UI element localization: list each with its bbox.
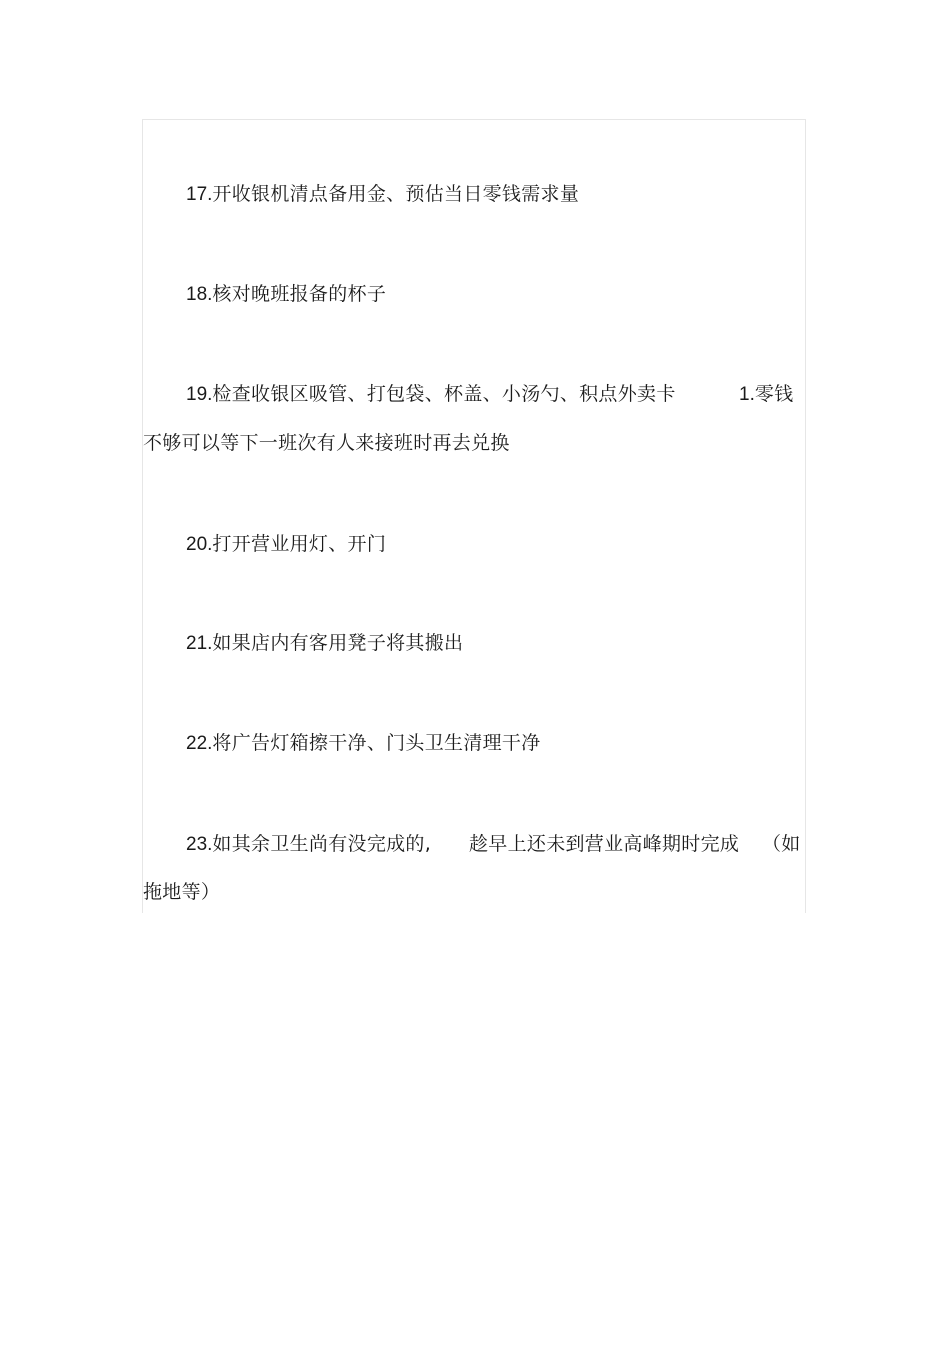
continuation-text: 拖地等） bbox=[143, 881, 221, 903]
item-text: 开收银机清点备用金、预估当日零钱需求量 bbox=[212, 183, 580, 205]
note-number: 1. bbox=[739, 384, 755, 405]
item-text: 如其余卫生尚有没完成的, bbox=[212, 833, 432, 855]
document-page-frame bbox=[142, 119, 806, 913]
item-number: 18. bbox=[186, 284, 213, 305]
item-number: 19. bbox=[186, 384, 213, 405]
list-item-19-note bbox=[739, 383, 793, 406]
list-item-23-continuation bbox=[143, 881, 220, 903]
item-number: 17. bbox=[186, 184, 213, 205]
item-text: 如果店内有客用凳子将其搬出 bbox=[212, 632, 464, 654]
list-item-18 bbox=[186, 283, 386, 306]
list-item-19 bbox=[186, 383, 676, 406]
list-item-23-paren bbox=[762, 833, 801, 855]
item-text: 将广告灯箱擦干净、门头卫生清理干净 bbox=[212, 732, 541, 754]
paren-text: （如 bbox=[762, 833, 801, 855]
list-item-17 bbox=[186, 183, 579, 206]
item-number: 20. bbox=[186, 534, 213, 555]
list-item-23-text-cont bbox=[469, 833, 739, 855]
continuation-text: 不够可以等下一班次有人来接班时再去兑换 bbox=[143, 432, 510, 454]
item-text: 核对晚班报备的杯子 bbox=[212, 283, 387, 305]
note-text: 零钱 bbox=[754, 383, 794, 405]
list-item-20 bbox=[186, 533, 386, 556]
list-item-22 bbox=[186, 732, 541, 755]
item-number: 23. bbox=[186, 834, 213, 855]
item-text: 检查收银区吸管、打包袋、杯盖、小汤勺、积点外卖卡 bbox=[212, 383, 676, 405]
item-number: 22. bbox=[186, 733, 213, 754]
list-item-19-continuation bbox=[143, 432, 510, 454]
list-item-21 bbox=[186, 632, 463, 655]
list-item-23 bbox=[186, 833, 431, 856]
item-text: 打开营业用灯、开门 bbox=[212, 533, 387, 555]
item-text-continued: 趁早上还未到营业高峰期时完成 bbox=[469, 833, 740, 855]
item-number: 21. bbox=[186, 633, 213, 654]
